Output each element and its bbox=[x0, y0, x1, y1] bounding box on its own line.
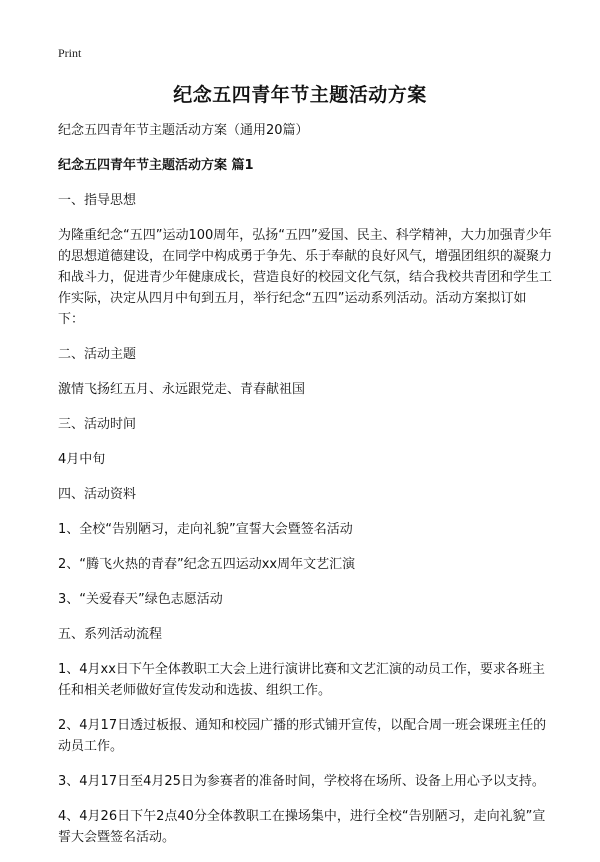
theme-paragraph: 激情飞扬红五月、永远跟党走、青春献祖国 bbox=[58, 382, 306, 397]
section-heading-process: 五、系列活动流程 bbox=[58, 627, 163, 642]
process-item-3: 3、4月17日至4月25日为参赛者的准备时间，学校将在场所、设备上用心予以支持。 bbox=[58, 774, 545, 789]
time-paragraph: 4月中旬 bbox=[58, 452, 106, 467]
document-body bbox=[58, 120, 552, 862]
section-heading-theme: 二、活动主题 bbox=[58, 347, 137, 362]
section-heading-guiding-idea: 一、指导思想 bbox=[58, 193, 137, 208]
guiding-idea-paragraph: 为隆重纪念“五四”运动100周年，弘扬“五四”爱国、民主、科学精神，大力加强青少年的思想道德建设，在同学中构成勇于争先、乐于奉献的良好风气，增强团组织的凝聚力和战斗力，促进青少年健康成长，营造良好的校园文化气氛，结合我校共青团和学生工作实际，决定从四月中旬到五月，举行纪念“五四”运动系列活动。活动方案拟订如下： bbox=[58, 228, 553, 327]
print-label[interactable]: Print bbox=[58, 46, 82, 60]
process-item-1: 1、4月xx日下午全体教职工大会上进行演讲比赛和文艺汇演的动员工作，要求各班主任和相关老师做好宣传发动和选拔、组织工作。 bbox=[58, 662, 545, 698]
materials-item-3: 3、“关爱春天”绿色志愿活动 bbox=[58, 592, 223, 607]
materials-item-2: 2、“腾飞火热的青春”纪念五四运动xx周年文艺汇演 bbox=[58, 557, 356, 572]
materials-item-1: 1、全校“告别陋习，走向礼貌”宣誓大会暨签名活动 bbox=[58, 522, 353, 537]
section-heading-time: 三、活动时间 bbox=[58, 417, 137, 432]
document-title: 纪念五四青年节主题活动方案 bbox=[173, 84, 427, 106]
process-item-2: 2、4月17日透过板报、通知和校园广播的形式铺开宣传，以配合周一班会课班主任的动员工作。 bbox=[58, 718, 547, 754]
document-subtitle: 纪念五四青年节主题活动方案（通用20篇） bbox=[58, 123, 309, 138]
chapter-heading: 纪念五四青年节主题活动方案 篇1 bbox=[58, 158, 254, 173]
process-item-4: 4、4月26日下午2点40分全体教职工在操场集中，进行全校“告别陋习，走向礼貌”宣誓大会暨签名活动。 bbox=[58, 809, 546, 845]
section-heading-materials: 四、活动资料 bbox=[58, 487, 137, 502]
